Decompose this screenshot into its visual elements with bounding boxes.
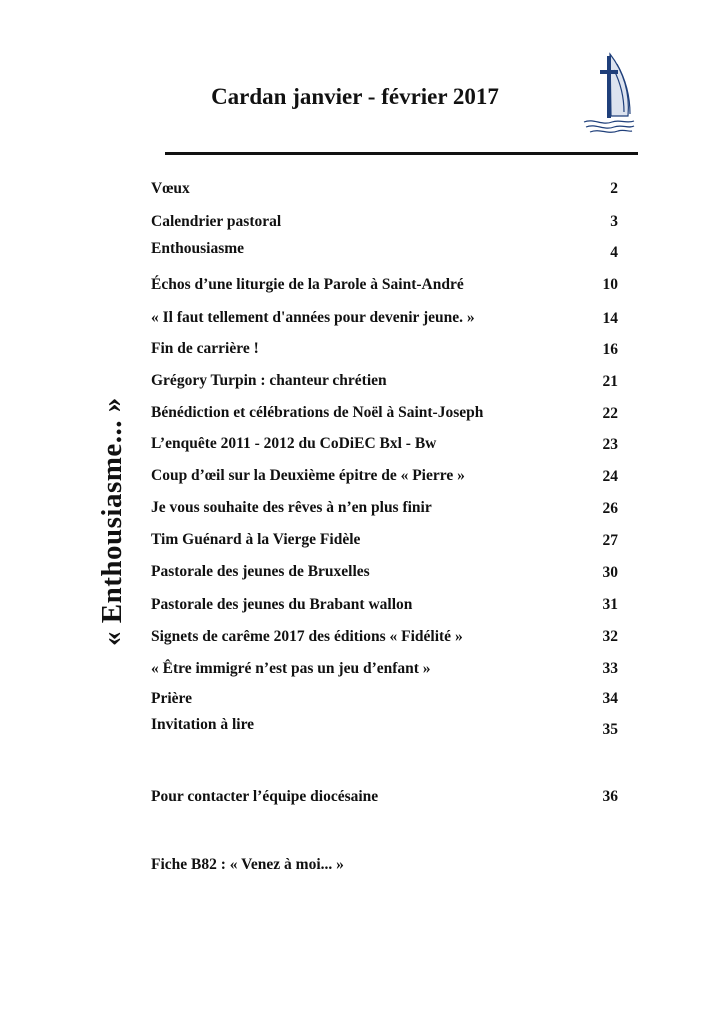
toc-entry-page: 16: [602, 341, 618, 358]
toc-entry-title: Coup d’œil sur la Deuxième épitre de « Pierre »: [151, 467, 465, 484]
toc-entry-page: 32: [602, 628, 618, 645]
vertical-theme-title: « Enthousiasme... »: [96, 397, 128, 646]
toc-entry-title: Pour contacter l’équipe diocésaine: [151, 788, 379, 805]
toc-entry-title: Je vous souhaite des rêves à n’en plus finir: [151, 499, 432, 516]
toc-entry-title: Grégory Turpin : chanteur chrétien: [151, 372, 387, 389]
toc-entry-page: 35: [602, 721, 618, 738]
toc-entry-page: 21: [602, 373, 618, 390]
toc-entry-page: 27: [602, 532, 618, 549]
toc-entry-page: 14: [602, 310, 618, 327]
toc-entry-title: Échos d’une liturgie de la Parole à Saint-André: [151, 276, 464, 293]
cross-sailboat-logo-icon: [580, 50, 636, 136]
toc-entry-page: 26: [602, 500, 618, 517]
toc-entry-page: 31: [602, 596, 618, 613]
toc-entry-page: 22: [602, 405, 618, 422]
toc-entry-page: 24: [602, 468, 618, 485]
toc-entry-page: 34: [602, 690, 618, 707]
toc-entry-page: 30: [602, 564, 618, 581]
toc-entry-title: Prière: [151, 690, 193, 707]
toc-entry-page: 10: [602, 276, 618, 293]
toc-entry-title: Vœux: [151, 180, 190, 197]
toc-entry-title: « Être immigré n’est pas un jeu d’enfant »: [151, 660, 431, 677]
fiche-entry: Fiche B82 : « Venez à moi... »: [151, 856, 344, 873]
toc-entry-title: Invitation à lire: [151, 716, 255, 733]
toc-entry-title: Tim Guénard à la Vierge Fidèle: [151, 531, 361, 548]
toc-entry-page: 36: [602, 788, 618, 805]
toc-entry-title: L’enquête 2011 - 2012 du CoDiEC Bxl - Bw: [151, 435, 437, 452]
toc-entry-title: Pastorale des jeunes du Brabant wallon: [151, 596, 413, 613]
toc-entry-page: 23: [602, 436, 618, 453]
toc-entry-title: Bénédiction et célébrations de Noël à Saint-Joseph: [151, 404, 484, 421]
toc-entry-title: Pastorale des jeunes de Bruxelles: [151, 563, 370, 580]
toc-entry-title: Fin de carrière !: [151, 340, 259, 357]
toc-entry-page: 33: [602, 660, 618, 677]
toc-entry-page: 2: [610, 180, 618, 197]
toc-entry-title: Enthousiasme: [151, 240, 245, 257]
toc-entry-title: Signets de carême 2017 des éditions « Fidélité »: [151, 628, 463, 645]
toc-entry-page: 4: [610, 244, 618, 261]
header-rule: [165, 152, 638, 155]
toc-entry-title: Calendrier pastoral: [151, 213, 282, 230]
toc-entry-page: 3: [610, 213, 618, 230]
toc-entry-title: « Il faut tellement d'années pour devenir jeune. »: [151, 309, 475, 326]
page-title: Cardan janvier - février 2017: [211, 84, 499, 109]
